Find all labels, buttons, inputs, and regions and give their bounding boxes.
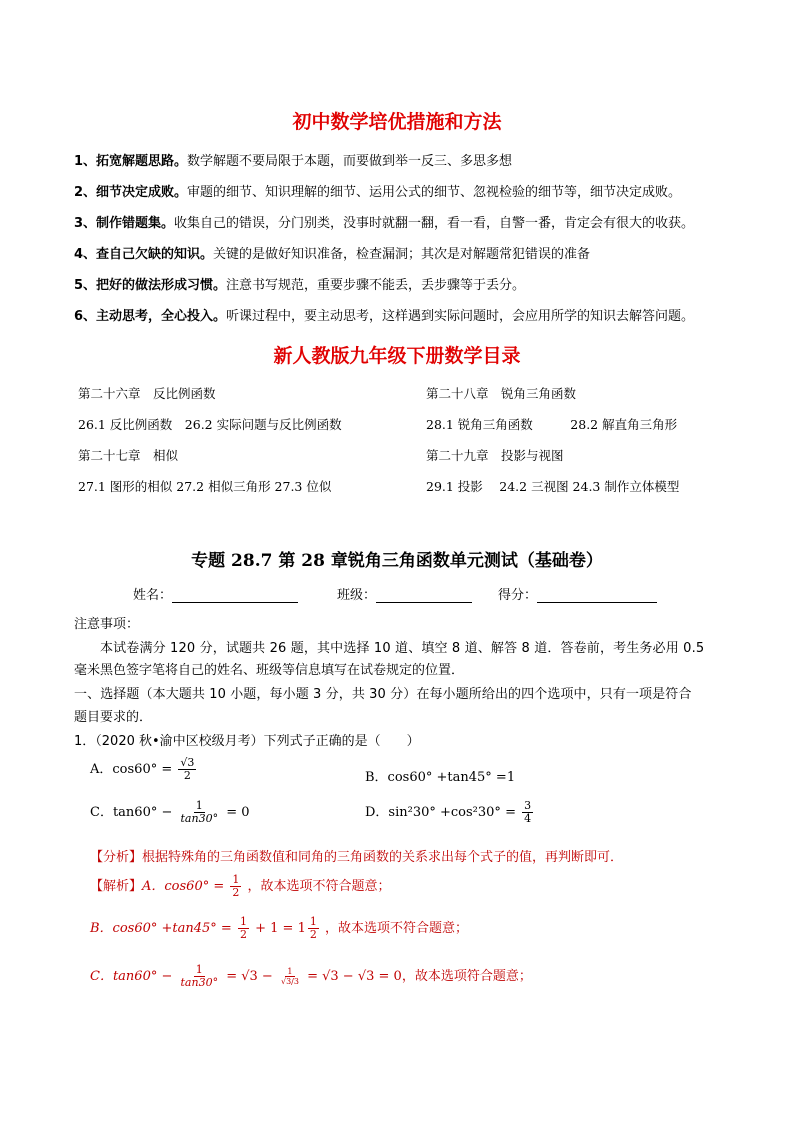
tip-item-3: 3、制作错题集。收集自己的错误，分门别类，没事时就翻一翻，看一看，自警一番，肯定会有很大的收获。 (74, 216, 695, 231)
toc-sections-28: 28.1 锐角三角函数 28.2 解直角三角形 (426, 417, 678, 432)
solution-a: 【解析】A．cos60° = $\frac{1}{2}$ ，故本选项不符合题意； (90, 873, 391, 899)
toc-chapter-28: 第二十八章 锐角三角函数 (426, 386, 577, 401)
toc-chapter-27: 第二十七章 相似 (78, 448, 179, 463)
option-a-fraction: $\frac{√3}{2}$ (180, 756, 195, 782)
class-field[interactable]: 班级： (337, 584, 472, 603)
toc-sections-26: 26.1 反比例函数 26.2 实际问题与反比例函数 (78, 417, 342, 432)
tip-item-1: 1、拓宽解题思路。数学解题不要局限于本题，而要做到举一反三、多思多想 (74, 154, 513, 169)
class-blank[interactable] (376, 590, 472, 603)
tip-item-4: 4、查自己欠缺的知识。关键的是做好知识准备，检查漏洞；其次是对解题常犯错误的准备 (74, 247, 591, 262)
name-blank[interactable] (172, 590, 298, 603)
tip-item-5: 5、把好的做法形成习惯。注意书写规范，重要步骤不能丢，丢步骤等于丢分。 (74, 278, 526, 293)
tip-item-2: 2、细节决定成败。审题的细节、知识理解的细节、运用公式的细节、忽视检验的细节等，细节决定成败。 (74, 185, 682, 200)
notice-line-1: 本试卷满分 120 分，试题共 26 题，其中选择 10 道、填空 8 道、解答 8 道．答卷前，考生务必用 0.5 (100, 641, 705, 656)
toc-sections-29: 29.1 投影 24.2 三视图 24.3 制作立体模型 (426, 479, 680, 494)
option-d[interactable]: D．sin²30° +cos²30° = $\frac{3}{4}$ (365, 799, 532, 825)
notice-label: 注意事项： (74, 617, 140, 632)
toc-sections-27: 27.1 图形的相似 27.2 相似三角形 27.3 位似 (78, 479, 332, 494)
option-c-fraction: $\frac{1}{\tan 30^\circ}$ (180, 799, 219, 825)
notice-line-2: 毫米黑色签字笔将自己的姓名、班级等信息填写在试卷规定的位置． (74, 663, 465, 678)
option-a[interactable]: A．cos60° = $\frac{√3}{2}$ (90, 756, 195, 782)
tips-title: 初中数学培优措施和方法 (292, 111, 502, 133)
section-heading-line-2: 题目要求的． (74, 710, 153, 725)
question-1: 1．（2020 秋•渝中区校级月考）下列式子正确的是（ ） (74, 734, 420, 749)
section-heading-line-1: 一、选择题（本大题共 10 小题，每小题 3 分，共 30 分）在每小题所给出的四个选项中，只有一项是符合 (74, 687, 692, 702)
solution-b: B．cos60° +tan45° = $\frac{1}{2}$ + 1 = 1 $\frac{1}{2}$ ，故本选项不符合题意； (90, 915, 468, 941)
tip-item-6: 6、主动思考，全心投入。听课过程中，要主动思考，这样遇到实际问题时，会应用所学的知识去解答问题。 (74, 309, 695, 324)
score-field[interactable]: 得分： (498, 584, 657, 603)
toc-chapter-29: 第二十九章 投影与视图 (426, 448, 564, 463)
solution-c: C．tan60° − $\frac{1}{\tan 30^\circ}$ = √3 − $\frac{1}{√3/3}$ = √3 − √3 = 0，故本选项符合题意； (90, 963, 532, 989)
score-blank[interactable] (537, 590, 657, 603)
toc-title: 新人教版九年级下册数学目录 (273, 345, 521, 367)
name-field[interactable]: 姓名： (133, 584, 298, 603)
toc-chapter-26: 第二十六章 反比例函数 (78, 386, 216, 401)
test-title: 专题 28.7 第 28 章锐角三角函数单元测试（基础卷） (191, 551, 603, 571)
option-b[interactable]: B．cos60° +tan45° =1 (365, 770, 516, 785)
option-d-fraction: $\frac{3}{4}$ (524, 799, 532, 825)
option-c[interactable]: C．tan60° − $\frac{1}{\tan 30^\circ}$ = 0 (90, 799, 250, 825)
analysis: 【分析】根据特殊角的三角函数值和同角的三角函数的关系求出每个式子的值，再判断即可． (90, 850, 624, 865)
